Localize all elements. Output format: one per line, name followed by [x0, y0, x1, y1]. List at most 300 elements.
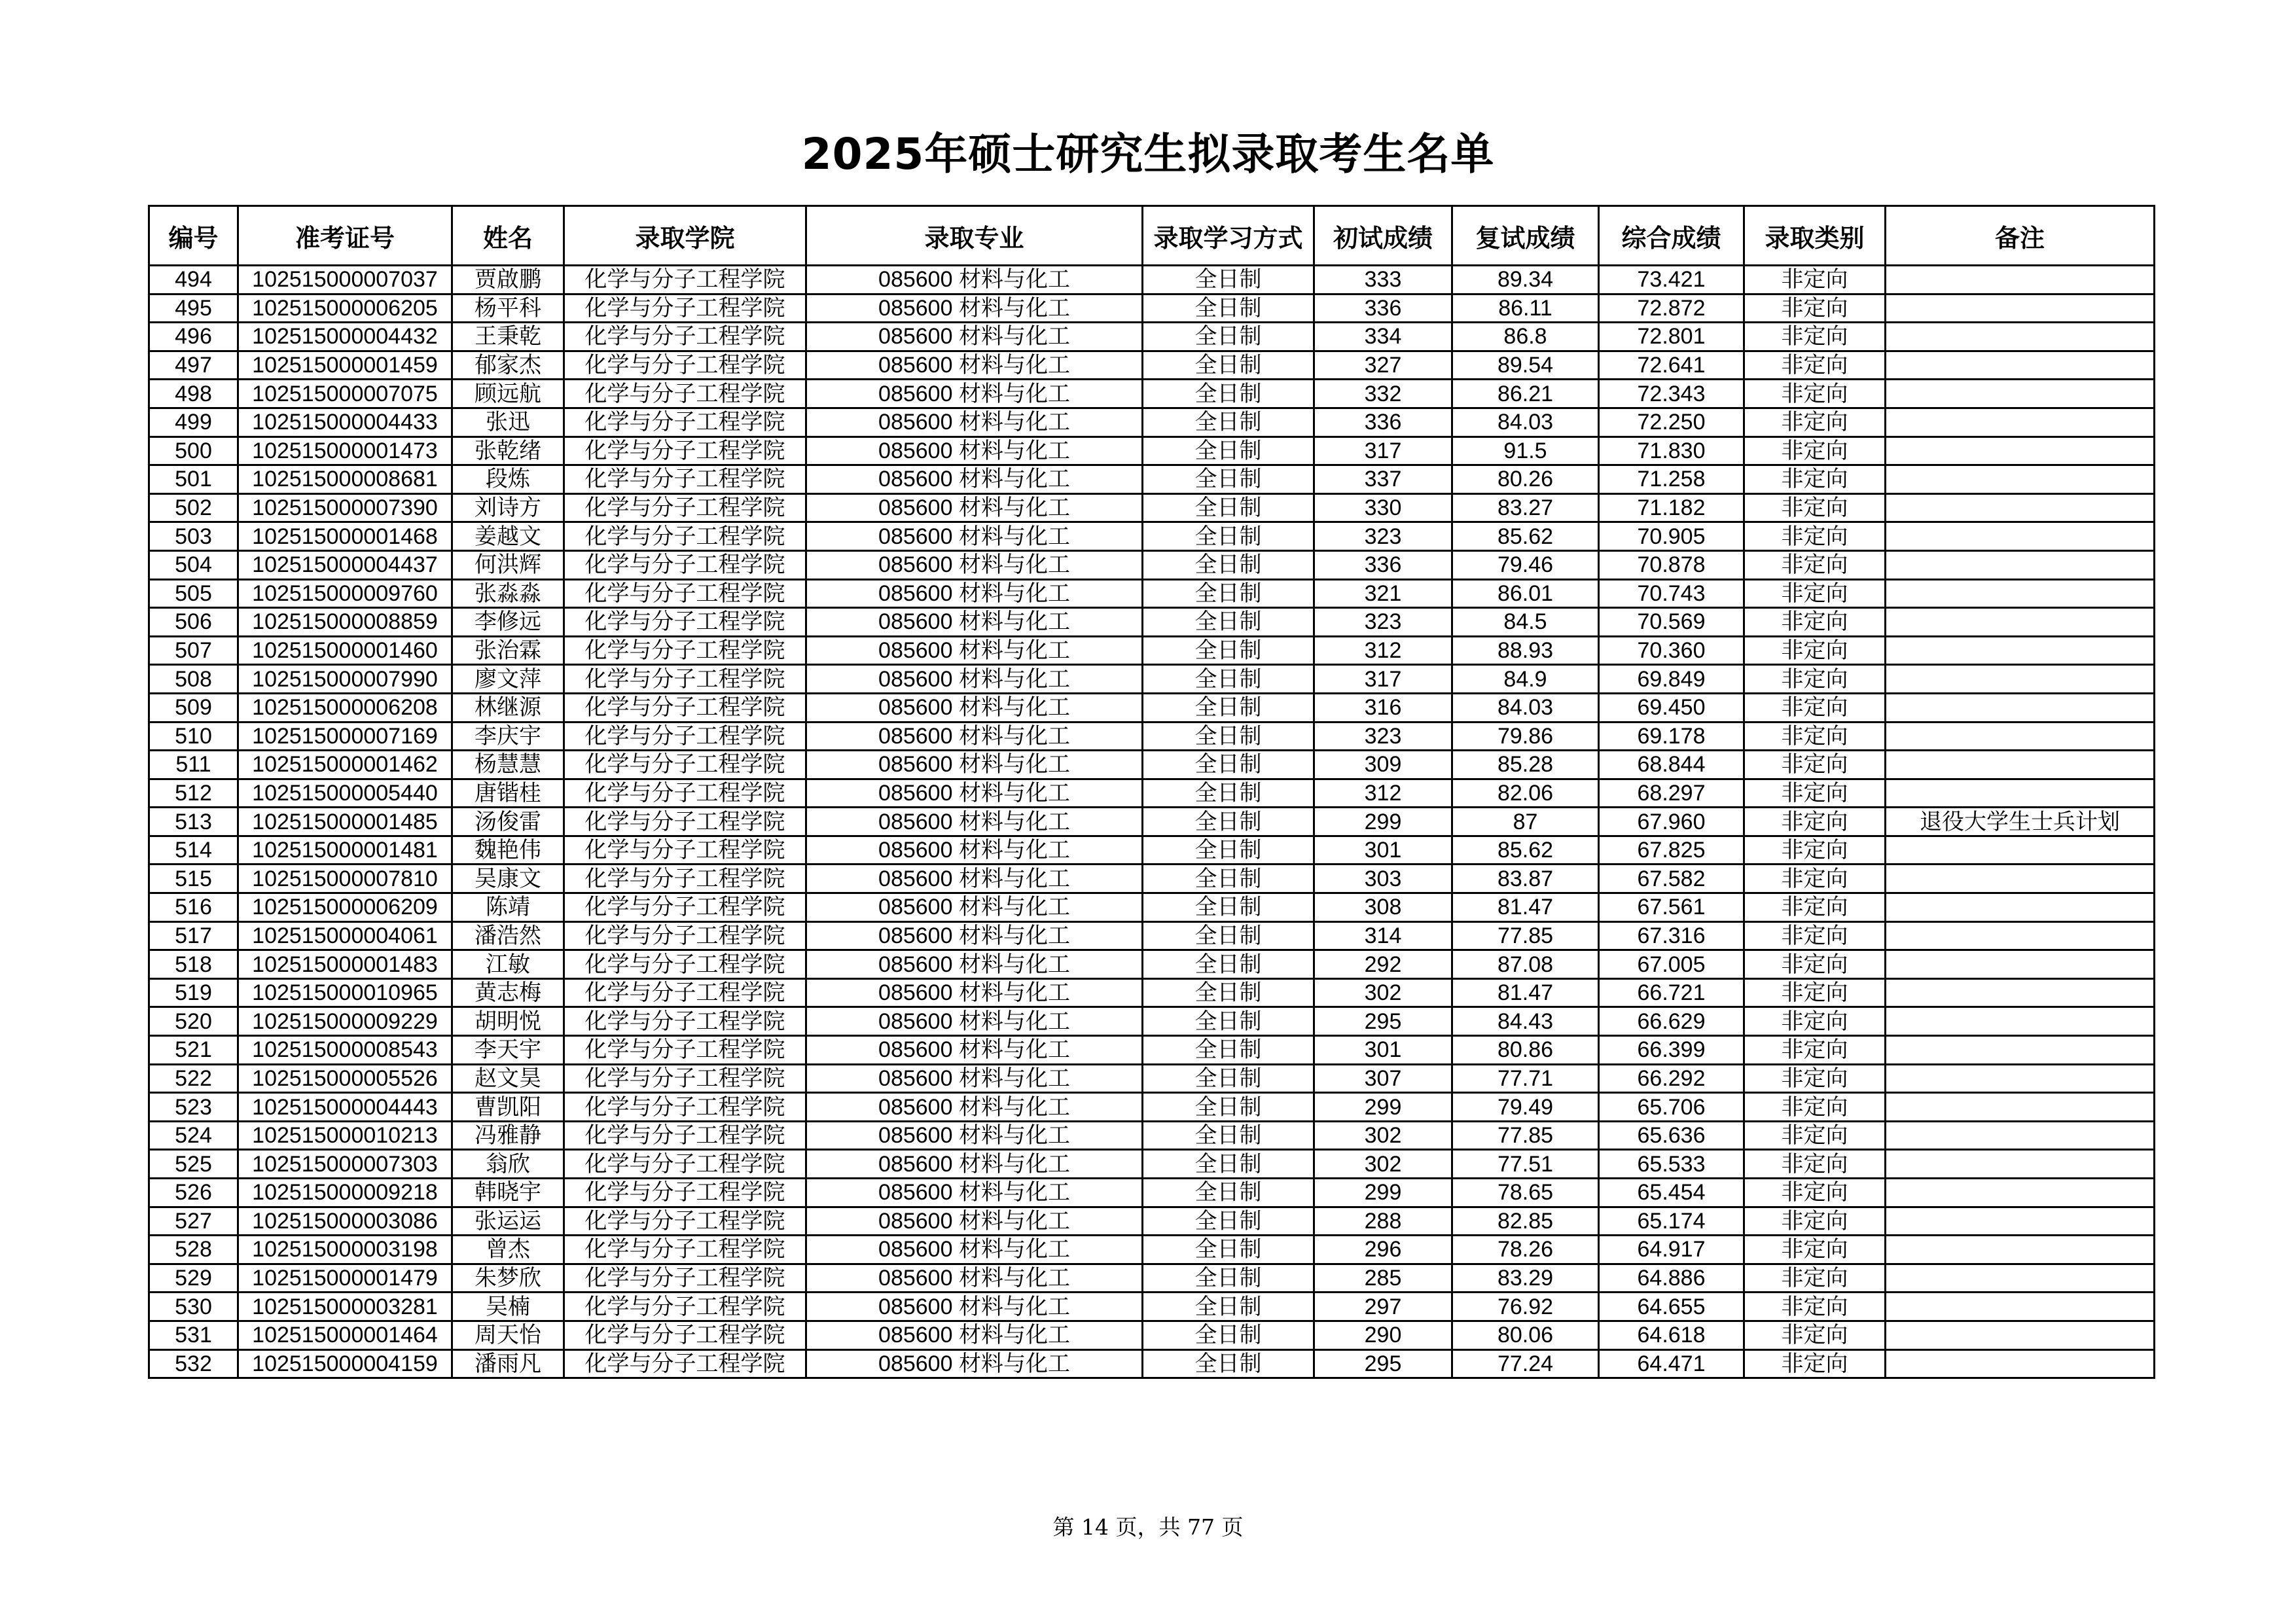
cell-prelim-score: 309 [1314, 751, 1452, 779]
cell-name: 朱梦欣 [452, 1264, 564, 1293]
cell-total-score: 72.641 [1599, 351, 1744, 380]
cell-category: 非定向 [1744, 950, 1886, 979]
cell-number: 520 [149, 1007, 238, 1036]
cell-note [1886, 437, 2155, 465]
cell-prelim-score: 295 [1314, 1007, 1452, 1036]
cell-prelim-score: 288 [1314, 1207, 1452, 1236]
cell-total-score: 67.316 [1599, 921, 1744, 950]
cell-study-mode: 全日制 [1143, 1150, 1314, 1179]
cell-major: 085600 材料与化工 [806, 465, 1143, 494]
cell-college: 化学与分子工程学院 [564, 1349, 806, 1378]
cell-college: 化学与分子工程学院 [564, 1236, 806, 1264]
cell-number: 514 [149, 836, 238, 865]
table-row [149, 351, 2155, 380]
cell-name: 林继源 [452, 693, 564, 722]
column-header: 复试成绩 [1452, 206, 1599, 266]
cell-college: 化学与分子工程学院 [564, 808, 806, 836]
cell-major: 085600 材料与化工 [806, 779, 1143, 808]
cell-prelim-score: 307 [1314, 1064, 1452, 1093]
cell-college: 化学与分子工程学院 [564, 608, 806, 637]
cell-exam-id: 102515000007303 [238, 1150, 452, 1179]
cell-note [1886, 1264, 2155, 1293]
cell-retest-score: 84.43 [1452, 1007, 1599, 1036]
cell-category: 非定向 [1744, 1264, 1886, 1293]
cell-number: 527 [149, 1207, 238, 1236]
cell-category: 非定向 [1744, 1093, 1886, 1122]
cell-prelim-score: 296 [1314, 1236, 1452, 1264]
cell-number: 530 [149, 1293, 238, 1321]
table-row [149, 408, 2155, 437]
cell-study-mode: 全日制 [1143, 1207, 1314, 1236]
cell-retest-score: 89.34 [1452, 266, 1599, 294]
cell-prelim-score: 312 [1314, 636, 1452, 665]
cell-exam-id: 102515000001460 [238, 636, 452, 665]
cell-major: 085600 材料与化工 [806, 1121, 1143, 1150]
table-row [149, 1064, 2155, 1093]
cell-retest-score: 83.87 [1452, 865, 1599, 893]
cell-name: 李修远 [452, 608, 564, 637]
table-row [149, 1349, 2155, 1378]
cell-study-mode: 全日制 [1143, 665, 1314, 694]
cell-major: 085600 材料与化工 [806, 1093, 1143, 1122]
cell-prelim-score: 330 [1314, 493, 1452, 522]
cell-number: 523 [149, 1093, 238, 1122]
cell-study-mode: 全日制 [1143, 437, 1314, 465]
cell-note [1886, 408, 2155, 437]
cell-retest-score: 77.85 [1452, 1121, 1599, 1150]
cell-retest-score: 84.03 [1452, 693, 1599, 722]
cell-total-score: 64.917 [1599, 1236, 1744, 1264]
cell-name: 张迅 [452, 408, 564, 437]
cell-name: 贾啟鹏 [452, 266, 564, 294]
cell-retest-score: 86.01 [1452, 579, 1599, 608]
cell-major: 085600 材料与化工 [806, 351, 1143, 380]
cell-note [1886, 865, 2155, 893]
cell-major: 085600 材料与化工 [806, 722, 1143, 751]
cell-exam-id: 102515000004437 [238, 550, 452, 579]
cell-total-score: 67.005 [1599, 950, 1744, 979]
cell-retest-score: 85.62 [1452, 522, 1599, 551]
cell-note [1886, 1236, 2155, 1264]
cell-total-score: 65.454 [1599, 1179, 1744, 1207]
cell-retest-score: 81.47 [1452, 893, 1599, 922]
cell-name: 吴康文 [452, 865, 564, 893]
column-header: 录取学院 [564, 206, 806, 266]
cell-total-score: 65.636 [1599, 1121, 1744, 1150]
cell-number: 506 [149, 608, 238, 637]
cell-note [1886, 1293, 2155, 1321]
cell-major: 085600 材料与化工 [806, 865, 1143, 893]
cell-total-score: 70.569 [1599, 608, 1744, 637]
table-row [149, 380, 2155, 408]
cell-number: 509 [149, 693, 238, 722]
cell-college: 化学与分子工程学院 [564, 1293, 806, 1321]
cell-college: 化学与分子工程学院 [564, 865, 806, 893]
cell-retest-score: 86.11 [1452, 294, 1599, 323]
cell-exam-id: 102515000001479 [238, 1264, 452, 1293]
cell-exam-id: 102515000006208 [238, 693, 452, 722]
cell-name: 魏艳伟 [452, 836, 564, 865]
cell-name: 曹凯阳 [452, 1093, 564, 1122]
cell-total-score: 64.471 [1599, 1349, 1744, 1378]
cell-college: 化学与分子工程学院 [564, 380, 806, 408]
cell-total-score: 64.655 [1599, 1293, 1744, 1321]
cell-name: 张治霖 [452, 636, 564, 665]
cell-retest-score: 80.06 [1452, 1321, 1599, 1349]
cell-major: 085600 材料与化工 [806, 1036, 1143, 1065]
cell-name: 顾远航 [452, 380, 564, 408]
cell-exam-id: 102515000007169 [238, 722, 452, 751]
admission-table [148, 205, 2155, 1379]
cell-major: 085600 材料与化工 [806, 751, 1143, 779]
cell-study-mode: 全日制 [1143, 1236, 1314, 1264]
cell-note [1886, 665, 2155, 694]
cell-name: 何洪辉 [452, 550, 564, 579]
cell-note [1886, 978, 2155, 1007]
cell-college: 化学与分子工程学院 [564, 1007, 806, 1036]
cell-college: 化学与分子工程学院 [564, 1179, 806, 1207]
cell-retest-score: 76.92 [1452, 1293, 1599, 1321]
cell-category: 非定向 [1744, 1064, 1886, 1093]
cell-category: 非定向 [1744, 522, 1886, 551]
cell-total-score: 70.878 [1599, 550, 1744, 579]
cell-prelim-score: 292 [1314, 950, 1452, 979]
table-row [149, 579, 2155, 608]
cell-retest-score: 77.24 [1452, 1349, 1599, 1378]
column-header: 录取学习方式 [1143, 206, 1314, 266]
cell-study-mode: 全日制 [1143, 522, 1314, 551]
cell-retest-score: 83.29 [1452, 1264, 1599, 1293]
cell-category: 非定向 [1744, 579, 1886, 608]
cell-major: 085600 材料与化工 [806, 380, 1143, 408]
cell-exam-id: 102515000010213 [238, 1121, 452, 1150]
cell-study-mode: 全日制 [1143, 751, 1314, 779]
cell-total-score: 70.360 [1599, 636, 1744, 665]
cell-total-score: 69.450 [1599, 693, 1744, 722]
cell-category: 非定向 [1744, 921, 1886, 950]
cell-name: 廖文萍 [452, 665, 564, 694]
table-row [149, 1293, 2155, 1321]
cell-retest-score: 79.49 [1452, 1093, 1599, 1122]
cell-retest-score: 79.46 [1452, 550, 1599, 579]
cell-exam-id: 102515000001464 [238, 1321, 452, 1349]
table-row [149, 1036, 2155, 1065]
table-row [149, 1121, 2155, 1150]
cell-exam-id: 102515000001468 [238, 522, 452, 551]
cell-number: 521 [149, 1036, 238, 1065]
cell-major: 085600 材料与化工 [806, 266, 1143, 294]
cell-major: 085600 材料与化工 [806, 550, 1143, 579]
cell-college: 化学与分子工程学院 [564, 1121, 806, 1150]
cell-prelim-score: 299 [1314, 1179, 1452, 1207]
cell-study-mode: 全日制 [1143, 808, 1314, 836]
cell-exam-id: 102515000007390 [238, 493, 452, 522]
cell-exam-id: 102515000007990 [238, 665, 452, 694]
cell-major: 085600 材料与化工 [806, 437, 1143, 465]
cell-note [1886, 380, 2155, 408]
cell-college: 化学与分子工程学院 [564, 950, 806, 979]
cell-prelim-score: 302 [1314, 1150, 1452, 1179]
cell-note [1886, 1064, 2155, 1093]
cell-category: 非定向 [1744, 1207, 1886, 1236]
cell-study-mode: 全日制 [1143, 1264, 1314, 1293]
cell-total-score: 66.721 [1599, 978, 1744, 1007]
cell-note [1886, 779, 2155, 808]
cell-prelim-score: 299 [1314, 808, 1452, 836]
cell-retest-score: 77.51 [1452, 1150, 1599, 1179]
cell-number: 524 [149, 1121, 238, 1150]
cell-total-score: 71.830 [1599, 437, 1744, 465]
table-row [149, 865, 2155, 893]
cell-exam-id: 102515000001483 [238, 950, 452, 979]
cell-total-score: 70.905 [1599, 522, 1744, 551]
cell-total-score: 67.582 [1599, 865, 1744, 893]
cell-prelim-score: 323 [1314, 722, 1452, 751]
cell-college: 化学与分子工程学院 [564, 978, 806, 1007]
cell-number: 510 [149, 722, 238, 751]
cell-major: 085600 材料与化工 [806, 1293, 1143, 1321]
cell-name: 杨平科 [452, 294, 564, 323]
cell-retest-score: 84.03 [1452, 408, 1599, 437]
cell-note [1886, 493, 2155, 522]
cell-category: 非定向 [1744, 808, 1886, 836]
cell-number: 512 [149, 779, 238, 808]
cell-name: 张运运 [452, 1207, 564, 1236]
cell-total-score: 65.174 [1599, 1207, 1744, 1236]
cell-category: 非定向 [1744, 865, 1886, 893]
cell-college: 化学与分子工程学院 [564, 550, 806, 579]
cell-major: 085600 材料与化工 [806, 1321, 1143, 1349]
cell-category: 非定向 [1744, 608, 1886, 637]
cell-total-score: 71.182 [1599, 493, 1744, 522]
cell-study-mode: 全日制 [1143, 493, 1314, 522]
cell-exam-id: 102515000006205 [238, 294, 452, 323]
cell-major: 085600 材料与化工 [806, 408, 1143, 437]
cell-retest-score: 85.62 [1452, 836, 1599, 865]
cell-study-mode: 全日制 [1143, 1179, 1314, 1207]
cell-major: 085600 材料与化工 [806, 978, 1143, 1007]
cell-exam-id: 102515000003086 [238, 1207, 452, 1236]
cell-name: 杨慧慧 [452, 751, 564, 779]
cell-total-score: 66.399 [1599, 1036, 1744, 1065]
cell-prelim-score: 317 [1314, 665, 1452, 694]
cell-total-score: 68.844 [1599, 751, 1744, 779]
cell-number: 518 [149, 950, 238, 979]
cell-number: 525 [149, 1150, 238, 1179]
cell-college: 化学与分子工程学院 [564, 751, 806, 779]
cell-college: 化学与分子工程学院 [564, 294, 806, 323]
cell-name: 翁欣 [452, 1150, 564, 1179]
cell-category: 非定向 [1744, 408, 1886, 437]
cell-category: 非定向 [1744, 493, 1886, 522]
cell-name: 郁家杰 [452, 351, 564, 380]
cell-retest-score: 82.06 [1452, 779, 1599, 808]
cell-note [1886, 893, 2155, 922]
cell-prelim-score: 333 [1314, 266, 1452, 294]
cell-study-mode: 全日制 [1143, 921, 1314, 950]
cell-exam-id: 102515000008543 [238, 1036, 452, 1065]
cell-study-mode: 全日制 [1143, 465, 1314, 494]
cell-total-score: 68.297 [1599, 779, 1744, 808]
cell-category: 非定向 [1744, 836, 1886, 865]
cell-exam-id: 102515000003198 [238, 1236, 452, 1264]
table-row [149, 465, 2155, 494]
cell-category: 非定向 [1744, 722, 1886, 751]
cell-note [1886, 1179, 2155, 1207]
cell-study-mode: 全日制 [1143, 1036, 1314, 1065]
cell-exam-id: 102515000003281 [238, 1293, 452, 1321]
cell-prelim-score: 297 [1314, 1293, 1452, 1321]
cell-major: 085600 材料与化工 [806, 1207, 1143, 1236]
cell-study-mode: 全日制 [1143, 779, 1314, 808]
cell-category: 非定向 [1744, 1036, 1886, 1065]
cell-retest-score: 91.5 [1452, 437, 1599, 465]
cell-exam-id: 102515000001473 [238, 437, 452, 465]
cell-note [1886, 465, 2155, 494]
cell-exam-id: 102515000005440 [238, 779, 452, 808]
cell-retest-score: 86.8 [1452, 323, 1599, 351]
cell-category: 非定向 [1744, 893, 1886, 922]
cell-number: 495 [149, 294, 238, 323]
cell-college: 化学与分子工程学院 [564, 465, 806, 494]
cell-total-score: 67.825 [1599, 836, 1744, 865]
cell-college: 化学与分子工程学院 [564, 1321, 806, 1349]
cell-note [1886, 1349, 2155, 1378]
cell-study-mode: 全日制 [1143, 1007, 1314, 1036]
table-row [149, 493, 2155, 522]
cell-exam-id: 102515000004432 [238, 323, 452, 351]
cell-name: 赵文昊 [452, 1064, 564, 1093]
table-row [149, 1236, 2155, 1264]
cell-prelim-score: 323 [1314, 608, 1452, 637]
cell-number: 504 [149, 550, 238, 579]
cell-total-score: 65.533 [1599, 1150, 1744, 1179]
cell-total-score: 70.743 [1599, 579, 1744, 608]
cell-category: 非定向 [1744, 779, 1886, 808]
cell-prelim-score: 336 [1314, 550, 1452, 579]
cell-name: 李天宇 [452, 1036, 564, 1065]
cell-retest-score: 77.85 [1452, 921, 1599, 950]
cell-note [1886, 323, 2155, 351]
cell-number: 508 [149, 665, 238, 694]
column-header: 编号 [149, 206, 238, 266]
cell-major: 085600 材料与化工 [806, 808, 1143, 836]
table-row [149, 1093, 2155, 1122]
cell-number: 522 [149, 1064, 238, 1093]
cell-college: 化学与分子工程学院 [564, 836, 806, 865]
cell-total-score: 66.292 [1599, 1064, 1744, 1093]
cell-number: 513 [149, 808, 238, 836]
cell-prelim-score: 301 [1314, 1036, 1452, 1065]
cell-exam-id: 102515000007075 [238, 380, 452, 408]
column-header: 初试成绩 [1314, 206, 1452, 266]
cell-college: 化学与分子工程学院 [564, 1093, 806, 1122]
cell-total-score: 69.178 [1599, 722, 1744, 751]
cell-name: 周天怡 [452, 1321, 564, 1349]
cell-note [1886, 636, 2155, 665]
cell-total-score: 73.421 [1599, 266, 1744, 294]
column-header: 备注 [1886, 206, 2155, 266]
cell-total-score: 72.801 [1599, 323, 1744, 351]
cell-prelim-score: 302 [1314, 1121, 1452, 1150]
cell-prelim-score: 336 [1314, 294, 1452, 323]
cell-study-mode: 全日制 [1143, 1093, 1314, 1122]
cell-study-mode: 全日制 [1143, 950, 1314, 979]
cell-category: 非定向 [1744, 380, 1886, 408]
cell-study-mode: 全日制 [1143, 1293, 1314, 1321]
cell-number: 517 [149, 921, 238, 950]
cell-study-mode: 全日制 [1143, 978, 1314, 1007]
cell-retest-score: 79.86 [1452, 722, 1599, 751]
cell-number: 532 [149, 1349, 238, 1378]
cell-study-mode: 全日制 [1143, 266, 1314, 294]
cell-prelim-score: 316 [1314, 693, 1452, 722]
cell-college: 化学与分子工程学院 [564, 921, 806, 950]
cell-name: 段炼 [452, 465, 564, 494]
cell-note [1886, 722, 2155, 751]
cell-prelim-score: 308 [1314, 893, 1452, 922]
cell-study-mode: 全日制 [1143, 351, 1314, 380]
table-row [149, 808, 2155, 836]
cell-retest-score: 78.65 [1452, 1179, 1599, 1207]
cell-note [1886, 693, 2155, 722]
cell-note [1886, 522, 2155, 551]
cell-college: 化学与分子工程学院 [564, 1150, 806, 1179]
cell-total-score: 67.561 [1599, 893, 1744, 922]
cell-category: 非定向 [1744, 636, 1886, 665]
cell-major: 085600 材料与化工 [806, 893, 1143, 922]
cell-total-score: 64.618 [1599, 1321, 1744, 1349]
cell-college: 化学与分子工程学院 [564, 493, 806, 522]
cell-exam-id: 102515000009760 [238, 579, 452, 608]
cell-college: 化学与分子工程学院 [564, 693, 806, 722]
cell-prelim-score: 295 [1314, 1349, 1452, 1378]
cell-college: 化学与分子工程学院 [564, 779, 806, 808]
cell-number: 511 [149, 751, 238, 779]
cell-college: 化学与分子工程学院 [564, 1036, 806, 1065]
cell-study-mode: 全日制 [1143, 408, 1314, 437]
cell-major: 085600 材料与化工 [806, 493, 1143, 522]
cell-college: 化学与分子工程学院 [564, 1264, 806, 1293]
cell-name: 冯雅静 [452, 1121, 564, 1150]
cell-college: 化学与分子工程学院 [564, 408, 806, 437]
table-row [149, 978, 2155, 1007]
table-row [149, 323, 2155, 351]
table-row [149, 722, 2155, 751]
cell-number: 507 [149, 636, 238, 665]
cell-number: 500 [149, 437, 238, 465]
cell-prelim-score: 312 [1314, 779, 1452, 808]
cell-exam-id: 102515000010965 [238, 978, 452, 1007]
cell-retest-score: 89.54 [1452, 351, 1599, 380]
cell-name: 汤俊雷 [452, 808, 564, 836]
table-row [149, 1150, 2155, 1179]
cell-number: 515 [149, 865, 238, 893]
cell-note [1886, 608, 2155, 637]
table-row [149, 836, 2155, 865]
cell-number: 499 [149, 408, 238, 437]
cell-note [1886, 1093, 2155, 1122]
cell-major: 085600 材料与化工 [806, 950, 1143, 979]
cell-major: 085600 材料与化工 [806, 1150, 1143, 1179]
cell-retest-score: 88.93 [1452, 636, 1599, 665]
cell-study-mode: 全日制 [1143, 323, 1314, 351]
table-body [149, 266, 2155, 1378]
cell-name: 唐锴桂 [452, 779, 564, 808]
cell-exam-id: 102515000004061 [238, 921, 452, 950]
cell-category: 非定向 [1744, 1349, 1886, 1378]
cell-study-mode: 全日制 [1143, 722, 1314, 751]
